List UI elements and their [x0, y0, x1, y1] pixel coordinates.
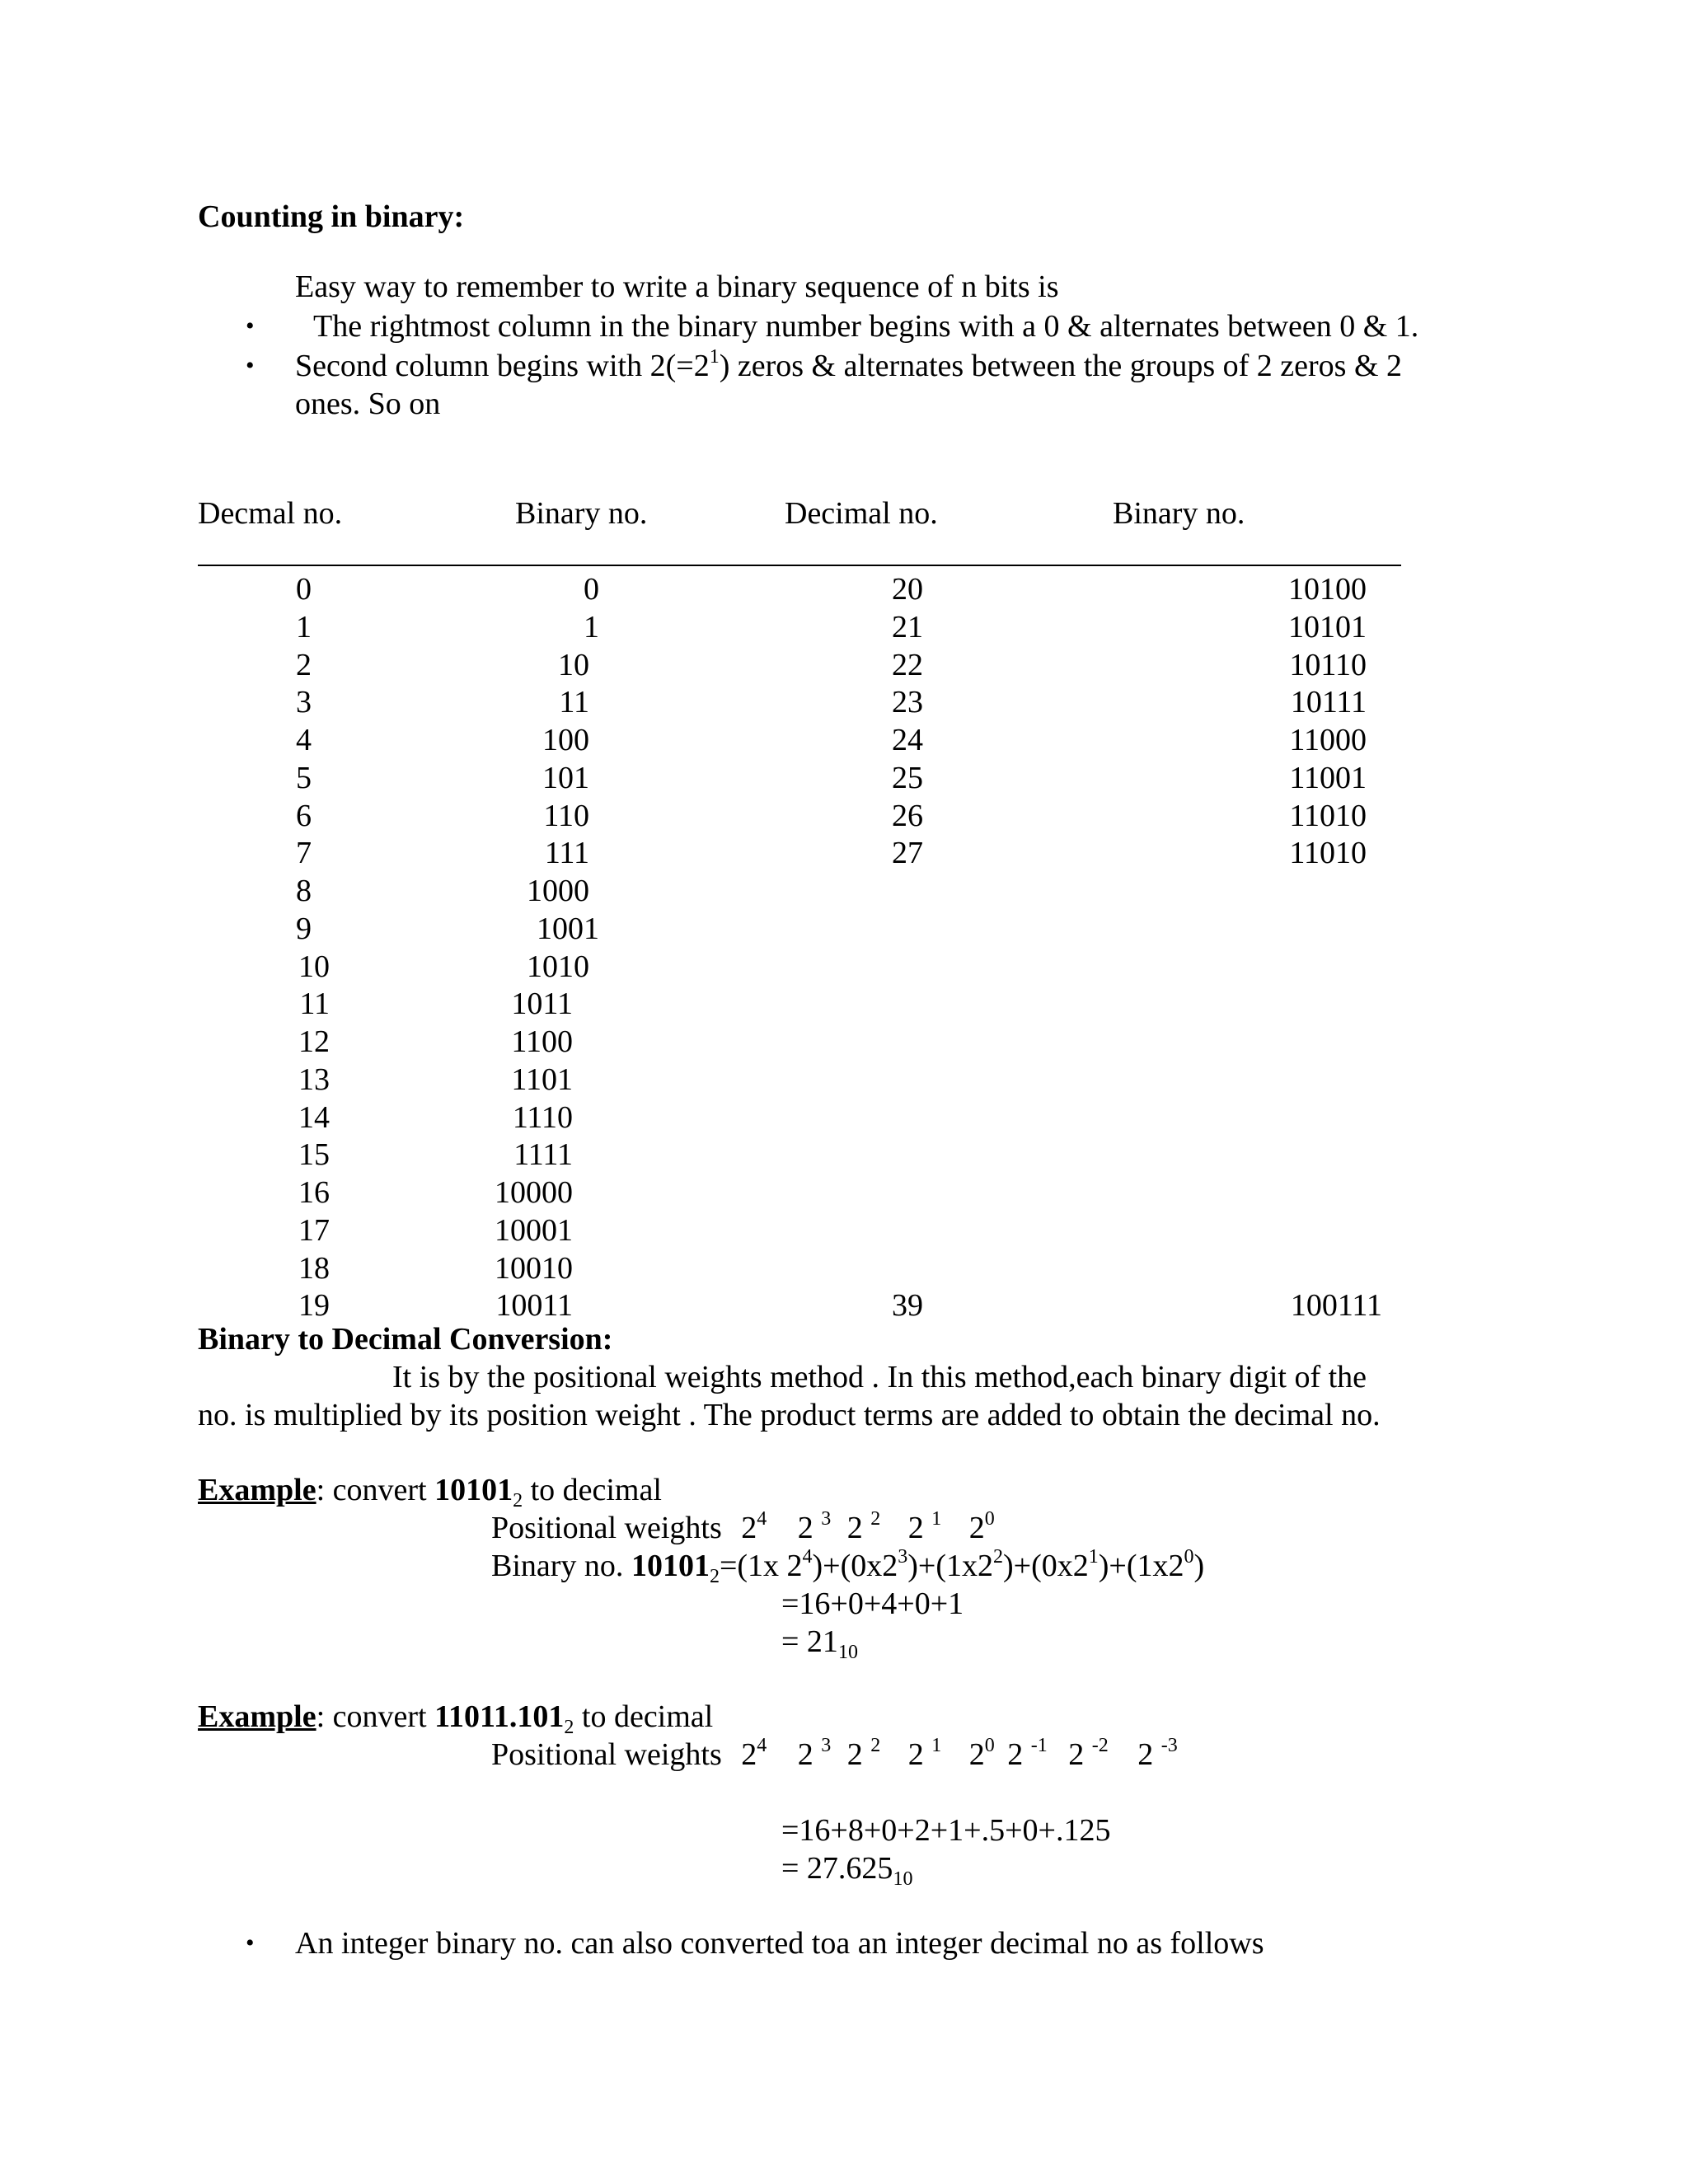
- example-1-result: = $21_{10}$: [781, 1624, 858, 1663]
- table-cell-decimal: 1: [296, 610, 312, 644]
- table-cell-decimal: 9: [296, 912, 312, 946]
- example-1-positional-weights: Positional weights $2^4$ 2 $^3$ 2 $^2$ 2 $^1$ $2^0$: [491, 1508, 995, 1545]
- table-cell-binary: 1011: [511, 987, 573, 1021]
- table-cell-binary: 11000: [1289, 723, 1367, 757]
- table-cell-decimal: 19: [298, 1288, 330, 1323]
- intro-text: Easy way to remember to write a binary sequence of n bits is: [295, 269, 1059, 304]
- table-cell-decimal: 2: [296, 648, 312, 682]
- bullet-text-2-cont: ones. So on: [295, 387, 441, 421]
- table-cell-decimal: 12: [298, 1024, 330, 1059]
- table-cell-binary: 11010: [1289, 836, 1367, 870]
- table-cell-decimal: 3: [296, 685, 312, 719]
- example-2-title: Example: convert $11011.101_2$ to decimal: [198, 1699, 714, 1738]
- table-cell-binary: 1111: [513, 1137, 573, 1172]
- table-cell-decimal: 15: [298, 1137, 330, 1172]
- table-cell-binary: 1000: [527, 874, 589, 908]
- table-cell-binary: 10111: [1290, 685, 1367, 719]
- table-cell-binary: 101: [542, 761, 589, 795]
- table-cell-binary: 11: [559, 685, 589, 719]
- table-cell-decimal: 6: [296, 799, 312, 833]
- table-cell-binary: 11001: [1289, 761, 1367, 795]
- table-cell-binary: 10000: [495, 1175, 573, 1210]
- table-cell-decimal: 4: [296, 723, 312, 757]
- example-2-sum: =16+8+0+2+1+.5+0+.125: [781, 1813, 1111, 1848]
- table-cell-binary: 10001: [495, 1213, 573, 1248]
- table-cell-binary: 100: [542, 723, 589, 757]
- table-header-binary-left: Binary no.: [515, 496, 648, 531]
- table-cell-binary: 11010: [1289, 799, 1367, 833]
- table-cell-binary: 100111: [1290, 1288, 1382, 1323]
- table-header-decimal-left: Decmal no.: [198, 496, 343, 531]
- table-cell-decimal: 0: [296, 572, 312, 607]
- table-cell-binary: 1110: [512, 1100, 573, 1135]
- table-rule: [198, 565, 1401, 566]
- bullet-icon: •: [246, 352, 255, 379]
- table-cell-decimal: 13: [298, 1062, 330, 1097]
- bullet-icon: •: [246, 1929, 255, 1957]
- section-heading-binary-to-decimal: Binary to Decimal Conversion:: [198, 1322, 613, 1357]
- bullet-text-1: The rightmost column in the binary number begins with a 0 & alternates between 0 & 1.: [313, 309, 1419, 344]
- table-header-binary-right: Binary no.: [1113, 496, 1245, 531]
- example-2-positional-weights: Positional weights $2^4$ 2 $^3$ 2 $^2$ 2 $^1$ $2^0$ 2 $^{-1}$ 2 $^{-2}$ 2 $^{-3}$: [491, 1735, 1178, 1772]
- table-cell-decimal: 5: [296, 761, 312, 795]
- b2d-paragraph-line-2: no. is multiplied by its position weight . The product terms are added to obtain the decimal no.: [198, 1398, 1381, 1432]
- table-cell-binary: 110: [543, 799, 589, 833]
- table-cell-binary: 10011: [495, 1288, 573, 1323]
- table-cell-binary: 1010: [527, 949, 589, 984]
- b2d-paragraph-line-1: It is by the positional weights method . In this method,each binary digit of the: [392, 1360, 1367, 1394]
- table-cell-binary: 10: [558, 648, 589, 682]
- table-cell-binary: 10010: [495, 1251, 573, 1286]
- table-cell-decimal: 17: [298, 1213, 330, 1248]
- bullet-text-2: Second column begins with $2(=2^1)$ zeros & alternates between the groups of 2 zeros & 2: [295, 346, 1403, 383]
- table-cell-decimal: 16: [298, 1175, 330, 1210]
- table-cell-binary: 1001: [537, 912, 599, 946]
- table-cell-decimal: 22: [892, 648, 923, 682]
- table-cell-decimal: 7: [296, 836, 312, 870]
- table-cell-decimal: 20: [892, 572, 923, 607]
- table-cell-decimal: 14: [298, 1100, 330, 1135]
- table-cell-decimal: 21: [892, 610, 923, 644]
- table-cell-binary: 1: [584, 610, 599, 644]
- table-header-decimal-right: Decimal no.: [785, 496, 938, 531]
- example-1-title: Example: convert $10101_2$ to decimal: [198, 1473, 662, 1511]
- table-cell-binary: 10100: [1288, 572, 1367, 607]
- table-cell-decimal: 25: [892, 761, 923, 795]
- final-bullet-text: An integer binary no. can also converted toa an integer decimal no as follows: [295, 1926, 1264, 1961]
- table-cell-binary: 111: [544, 836, 589, 870]
- table-cell-decimal: 23: [892, 685, 923, 719]
- table-cell-decimal: 8: [296, 874, 312, 908]
- table-cell-decimal: 24: [892, 723, 923, 757]
- table-cell-decimal: 11: [299, 987, 330, 1021]
- table-cell-decimal: 26: [892, 799, 923, 833]
- section-heading-counting: Counting in binary:: [198, 199, 465, 234]
- table-cell-decimal: 18: [298, 1251, 330, 1286]
- table-cell-decimal: 39: [892, 1288, 923, 1323]
- example-1-expansion: Binary no. $10101_2=(1x$ $2^4)+(0x2^3)+(1x2^2)+(0x2^1)+(1x2^0)$: [491, 1546, 1205, 1587]
- example-2-result: = $27.625_{10}$: [781, 1851, 913, 1890]
- table-cell-binary: 1100: [511, 1024, 573, 1059]
- table-cell-decimal: 10: [298, 949, 330, 984]
- table-cell-decimal: 27: [892, 836, 923, 870]
- table-cell-binary: 10101: [1288, 610, 1367, 644]
- bullet-icon: •: [246, 312, 255, 340]
- table-cell-binary: 0: [584, 572, 599, 607]
- table-cell-binary: 1101: [511, 1062, 573, 1097]
- example-1-sum: =16+0+4+0+1: [781, 1586, 964, 1621]
- table-cell-binary: 10110: [1289, 648, 1367, 682]
